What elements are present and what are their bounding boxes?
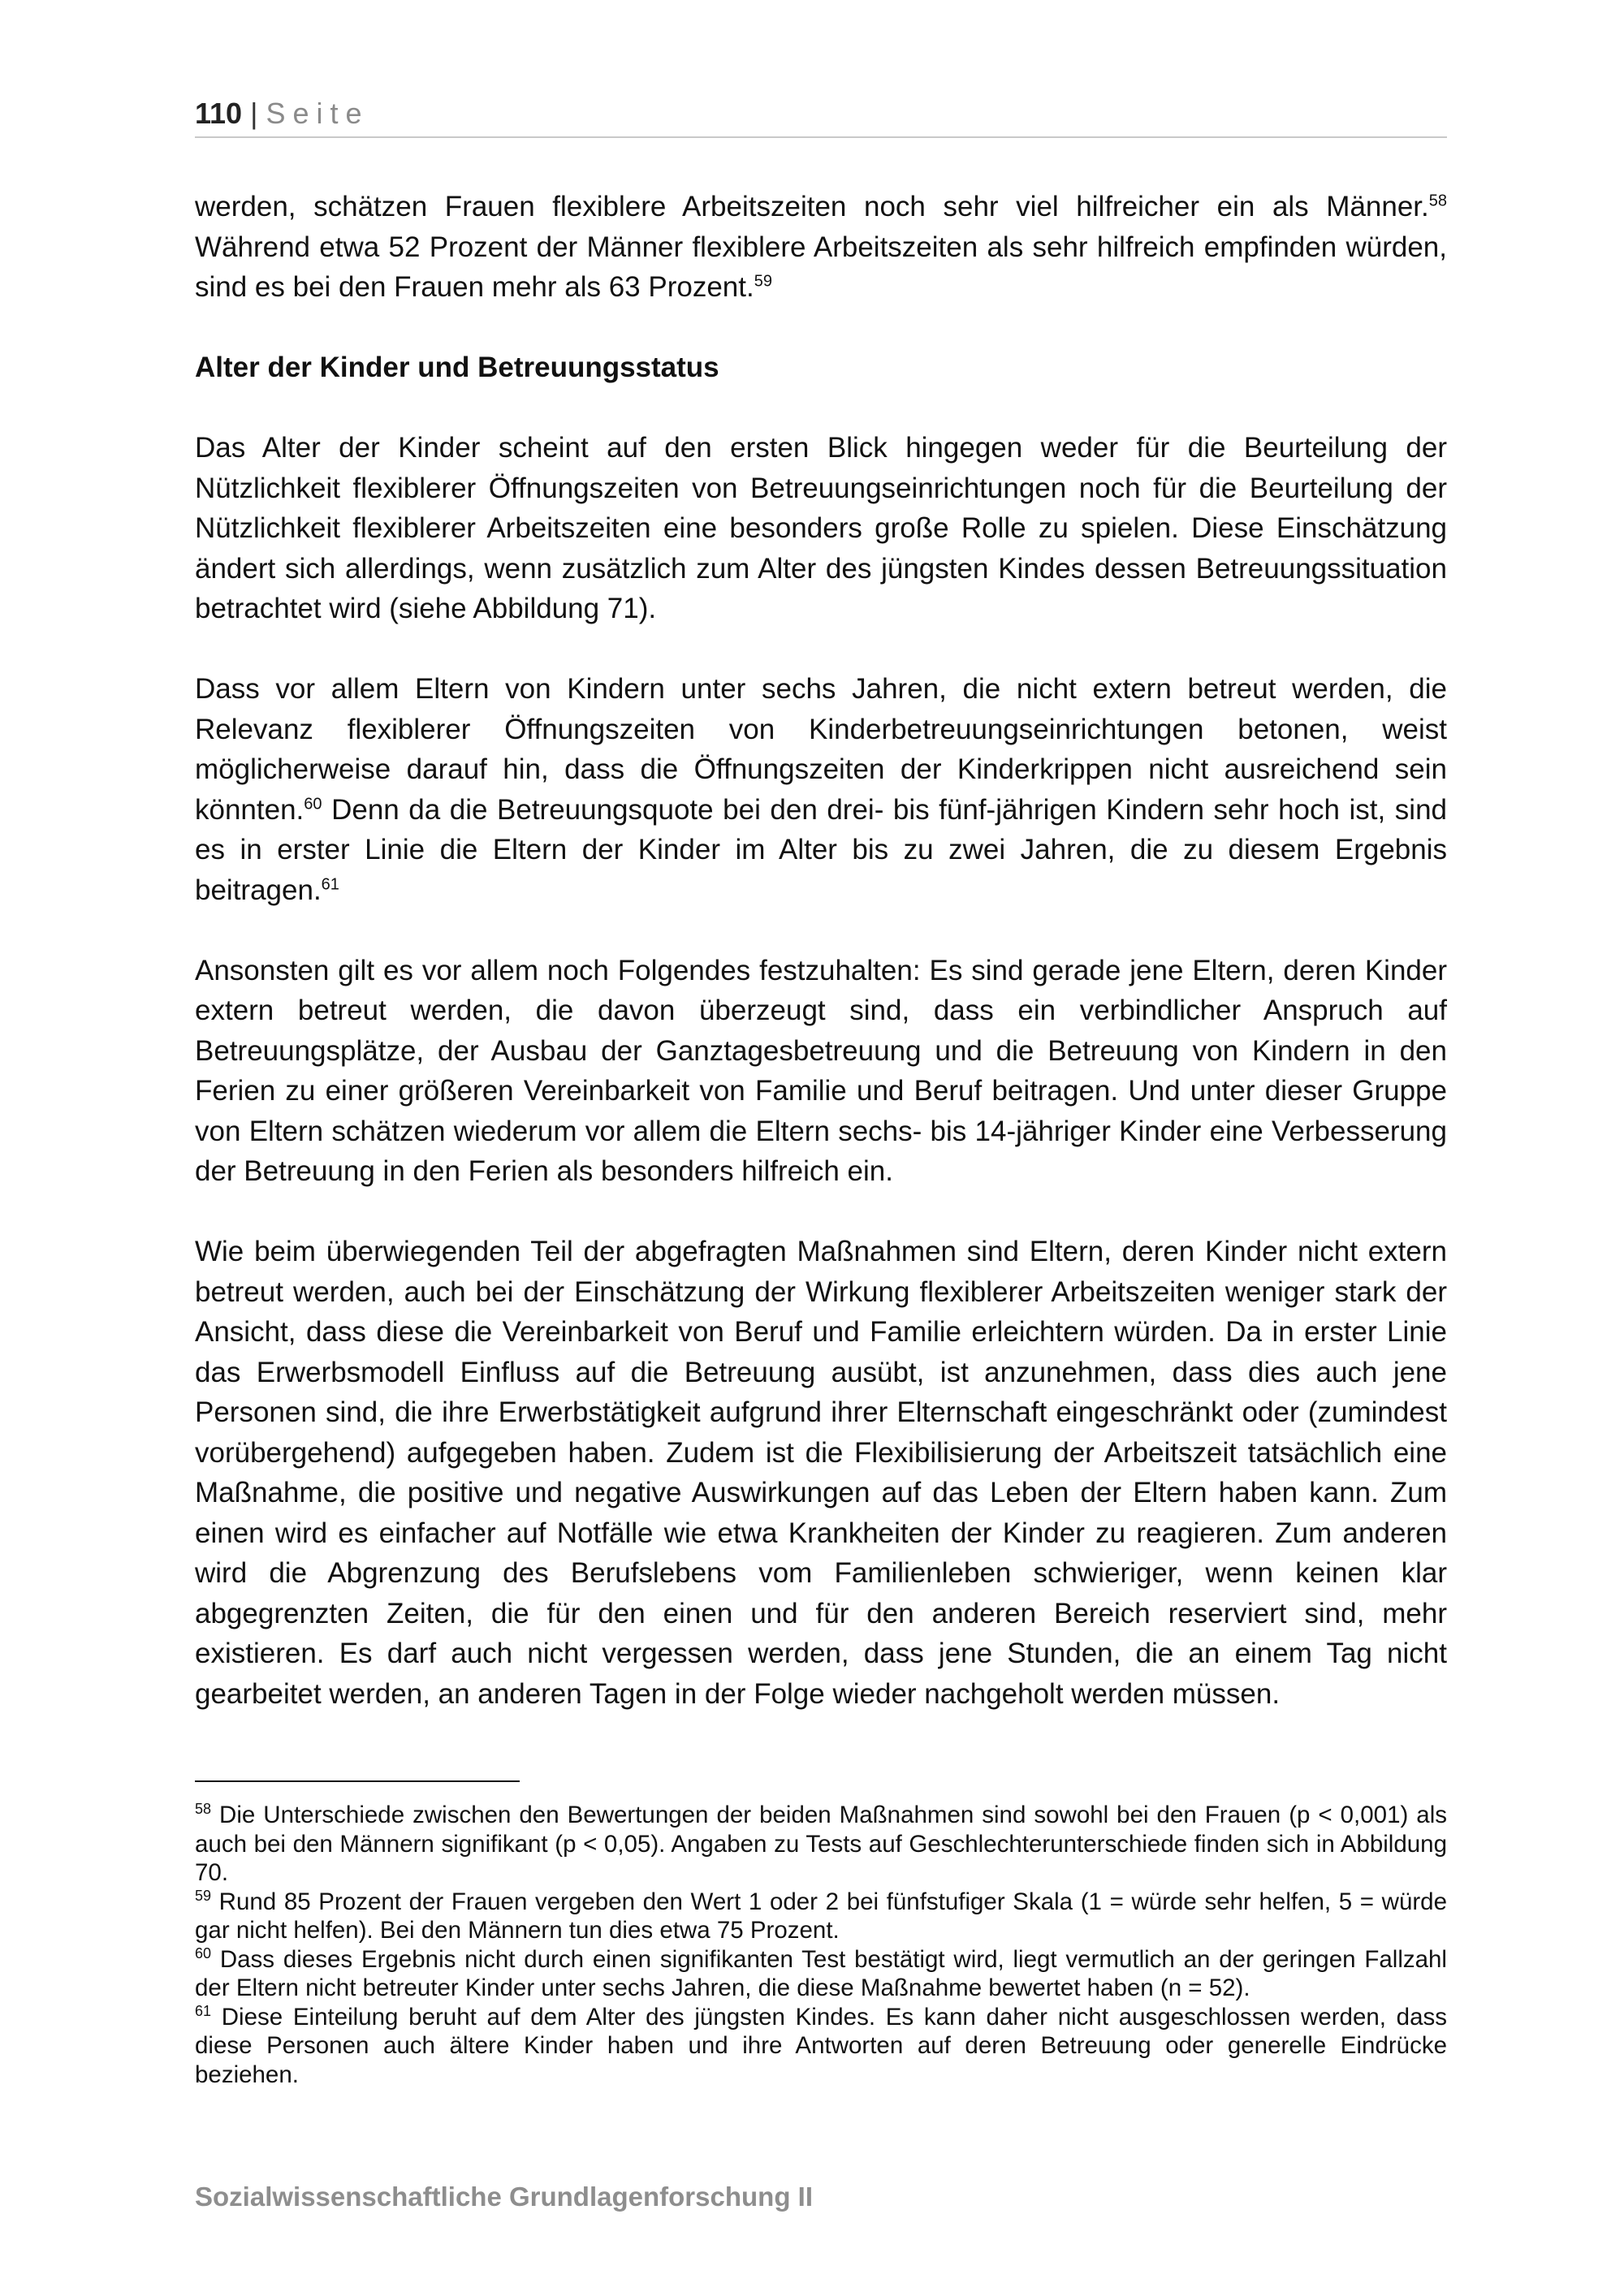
paragraph-3-text: Dass vor allem Eltern von Kindern unter sechs Jahren, die nicht extern betreut werden, die Relevanz flexiblerer Öffnungszeiten von Kinderbetreuungseinrichtungen betonen, weist möglicherweise darauf hin, dass die Öffnungszeiten der Kinderkrippen nicht ausreichend sein könnten. bbox=[195, 673, 1447, 826]
footnote-text: Dass dieses Ergebnis nicht durch einen signifikanten Test bestätigt wird, liegt vermutlich an der geringen Fallzahl der Eltern nicht betreuter Kinder unter sechs Jahren, die diese Maßnahme bewertet haben (n = 52). bbox=[195, 1945, 1447, 2001]
paragraph-1 bbox=[195, 187, 1447, 308]
footnote-divider bbox=[195, 1780, 520, 1782]
header-separator: | bbox=[250, 97, 258, 130]
paragraph-5: Wie beim überwiegenden Teil der abgefragten Maßnahmen sind Eltern, deren Kinder nicht extern betreut werden, auch bei der Einschätzung der Wirkung flexiblerer Arbeitszeiten weniger stark der Ansicht, dass diese die Vereinbarkeit von Beruf und Familie erleichtern würden. Da in erster Linie das Erwerbsmodell Einfluss auf die Betreuung ausübt, ist anzunehmen, dass dies auch jene Personen sind, die ihre Erwerbstätigkeit aufgrund ihrer Elternschaft eingeschränkt oder (zumindest vorübergehend) aufgegeben haben. Zudem ist die Flexibilisierung der Arbeitszeit tatsächlich eine Maßnahme, die positive und negative Auswirkungen auf das Leben der Eltern haben kann. Zum einen wird es einfacher auf Notfälle wie etwa Krankheiten der Kinder zu reagieren. Zum anderen wird die Abgrenzung des Berufslebens vom Familienleben schwieriger, wenn keinen klar abgegrenzten Zeiten, die für den einen und für den anderen Bereich reserviert sind, mehr existieren. Es darf auch nicht vergessen werden, dass jene Stunden, die an einem Tag nicht gearbeitet werden, an anderen Tagen in der Folge wieder nachgeholt werden müssen. bbox=[195, 1236, 1447, 1710]
page-footer: Sozialwissenschaftliche Grundlagenforschung II bbox=[195, 2182, 813, 2212]
footnote-60 bbox=[195, 1945, 1447, 2003]
paragraph-4: Ansonsten gilt es vor allem noch Folgendes festzuhalten: Es sind gerade jene Eltern, deren Kinder extern betreut werden, die davon überzeugt sind, dass ein verbindlicher Anspruch auf Betreuungsplätze, der Ausbau der Ganztagesbetreuung und die Betreuung von Kindern in den Ferien zu einer größeren Vereinbarkeit von Familie und Beruf beitragen. Und unter dieser Gruppe von Eltern schätzen wiederum vor allem die Eltern sechs- bis 14-jähriger Kinder eine Verbesserung der Betreuung in den Ferien als besonders hilfreich ein. bbox=[195, 954, 1447, 1187]
footnote-number: 60 bbox=[195, 1944, 212, 1962]
footnote-number: 59 bbox=[195, 1887, 212, 1904]
footnote-text: Rund 85 Prozent der Frauen vergeben den Wert 1 oder 2 bei fünfstufiger Skala (1 = würde sehr helfen, 5 = würde gar nicht helfen). Bei den Männern tun dies etwa 75 Prozent. bbox=[195, 1888, 1447, 1944]
paragraph-1-text: werden, schätzen Frauen flexiblere Arbeitszeiten noch sehr viel hilfreicher ein als Männer. bbox=[195, 191, 1429, 222]
body-text bbox=[195, 187, 1447, 1754]
header-label: Seite bbox=[266, 97, 369, 130]
footnote-number: 61 bbox=[195, 2002, 212, 2019]
footnote-59 bbox=[195, 1888, 1447, 1945]
footnotes bbox=[195, 1801, 1447, 2089]
paragraph-3-text-cont: Denn da die Betreuungsquote bei den drei- bis fünf-jährigen Kindern sehr hoch ist, sind es in erster Linie die Eltern der Kinder im Alter bis zu zwei Jahren, die zu diesem Ergebnis beitragen. bbox=[195, 793, 1447, 906]
footnote-text: Die Unterschiede zwischen den Bewertungen der beiden Maßnahmen sind sowohl bei den Frauen (p < 0,001) als auch bei den Männern signifikant (p < 0,05). Angaben zu Tests auf Geschlechterunterschiede finden sich in Abbildung 70. bbox=[195, 1802, 1447, 1886]
footnote-ref-59: 59 bbox=[754, 272, 772, 291]
footnote-ref-58: 58 bbox=[1428, 192, 1447, 210]
footnote-ref-60: 60 bbox=[304, 794, 322, 813]
paragraph-1-text-cont: Während etwa 52 Prozent der Männer flexiblere Arbeitszeiten als sehr hilfreich empfinden würden, sind es bei den Frauen mehr als 63 Prozent. bbox=[195, 231, 1447, 303]
page-header bbox=[195, 96, 1447, 138]
footnote-ref-61: 61 bbox=[321, 874, 339, 893]
footnote-number: 58 bbox=[195, 1801, 212, 1818]
paragraph-2: Das Alter der Kinder scheint auf den ersten Blick hingegen weder für die Beurteilung der Nützlichkeit flexiblerer Öffnungszeiten von Betreuungseinrichtungen noch für die Beurteilung der Nützlichkeit flexiblerer Arbeitszeiten eine besonders große Rolle zu spielen. Diese Einschätzung ändert sich allerdings, wenn zusätzlich zum Alter des jüngsten Kindes dessen Betreuungssituation betrachtet wird (siehe Abbildung 71). bbox=[195, 432, 1447, 624]
footnote-58 bbox=[195, 1801, 1447, 1888]
paragraph-3 bbox=[195, 669, 1447, 910]
page-number: 110 bbox=[195, 97, 243, 130]
section-heading: Alter der Kinder und Betreuungsstatus bbox=[195, 352, 719, 383]
footnote-text: Diese Einteilung beruht auf dem Alter des jüngsten Kindes. Es kann daher nicht ausgeschlossen werden, dass diese Personen auch ältere Kinder haben und ihre Antworten auf deren Betreuung oder generelle Eindrücke beziehen. bbox=[195, 2003, 1447, 2088]
footnote-61 bbox=[195, 2003, 1447, 2090]
